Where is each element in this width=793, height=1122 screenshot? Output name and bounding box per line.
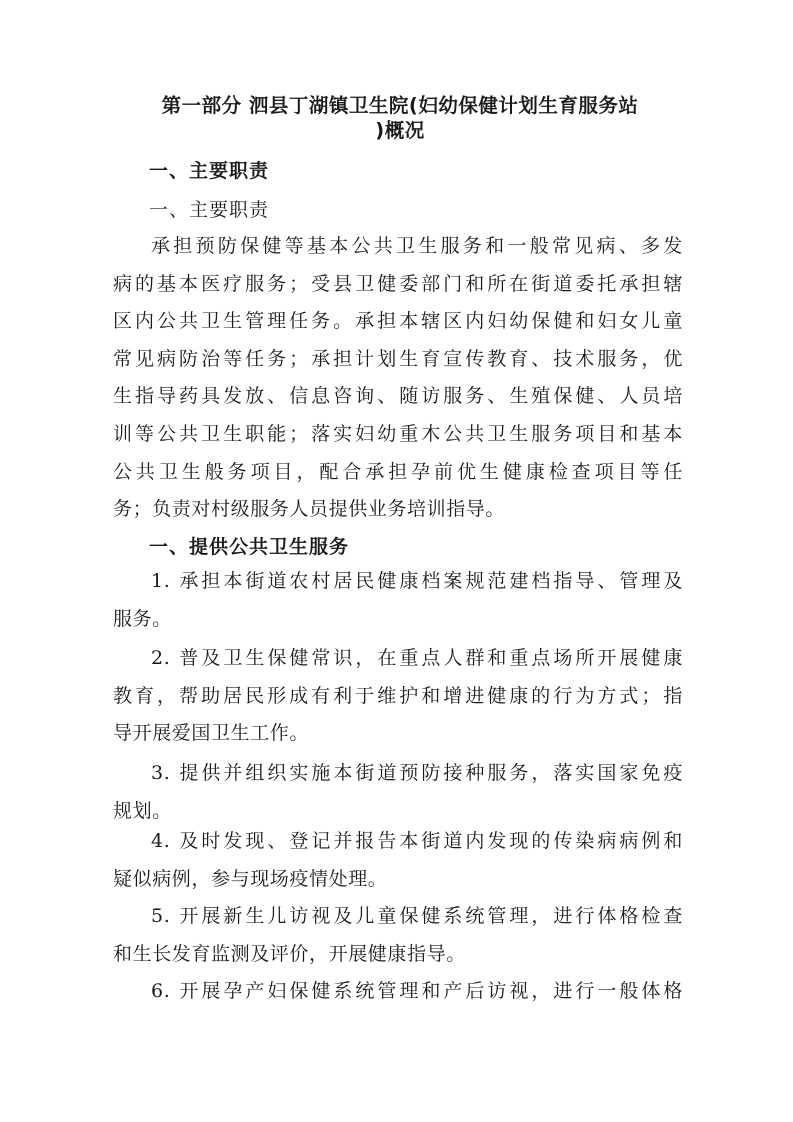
paragraph-line: 2. 普及卫生保健常识，在重点人群和重点场所开展健康 <box>151 647 683 669</box>
duties-paragraph <box>113 228 683 529</box>
paragraph-line: 3. 提供并组织实施本街道预防接种服务，落实国家免疫 <box>151 762 683 784</box>
paragraph-line: 4. 及时发现、登记并报告本街道内发现的传染病病例和 <box>151 830 683 852</box>
paragraph-line: 病的基本医疗服务；受县卫健委部门和所在街道委托承担辖 <box>113 272 683 295</box>
list-item <box>113 973 683 1011</box>
section-heading-public-health: 一、提供公共卫生服务 <box>149 536 350 558</box>
paragraph-line: 教育，帮助居民形成有利于维护和增进健康的行为方式；指 <box>113 684 683 707</box>
list-item <box>113 563 683 638</box>
paragraph-line: 5. 开展新生儿访视及儿童保健系统管理，进行体格检查 <box>151 905 683 927</box>
paragraph-line: 常见病防治等任务；承担计划生育宣传教育、技术服务，优 <box>113 347 683 370</box>
title-line: )概况 <box>375 119 425 142</box>
list-item <box>113 755 683 830</box>
paragraph-line: 服务。 <box>113 607 172 630</box>
section-subheading-duties: 一、主要职责 <box>149 199 270 221</box>
list-item <box>113 823 683 898</box>
title-line: 第一部分 泗县丁湖镇卫生院(妇幼保健计划生育服务站 <box>161 94 639 117</box>
list-item <box>113 640 683 753</box>
list-item <box>113 898 683 973</box>
paragraph-line: 务；负责对村级服务人员提供业务培训指导。 <box>113 498 506 521</box>
section-heading-duties: 一、主要职责 <box>149 160 270 182</box>
paragraph-line: 导开展爱国卫生工作。 <box>113 722 310 745</box>
paragraph-line: 1. 承担本街道农村居民健康档案规范建档指导、管理及 <box>151 570 683 592</box>
paragraph-line: 训等公共卫生职能；落实妇幼重木公共卫生服务项目和基本 <box>113 422 683 445</box>
paragraph-line: 公共卫生般务项目，配合承担孕前优生健康检查项目等任 <box>113 460 683 483</box>
document-title <box>150 93 650 143</box>
paragraph-line: 规划。 <box>113 799 172 822</box>
paragraph-line: 疑似病例，参与现场疫情处理。 <box>113 867 388 890</box>
paragraph-line: 生指导药具发放、信息咨询、随访服务、生殖保健、人员培 <box>113 385 683 408</box>
paragraph-line: 和生长发育监测及评价，开展健康指导。 <box>113 942 466 965</box>
paragraph-line: 区内公共卫生管理任务。承担本辖区内妇幼保健和妇女儿童 <box>113 310 683 333</box>
paragraph-line: 承担预防保健等基本公共卫生服务和一般常见病、多发 <box>151 235 683 257</box>
paragraph-line: 6. 开展孕产妇保健系统管理和产后访视，进行一般体格 <box>151 980 683 1002</box>
